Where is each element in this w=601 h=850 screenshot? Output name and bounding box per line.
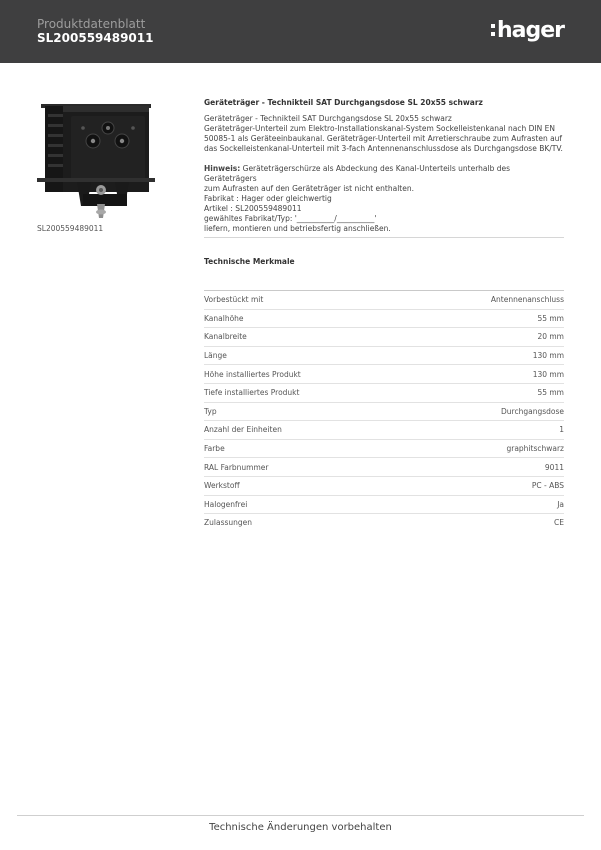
spec-label: Höhe installiertes Produkt <box>204 369 301 379</box>
spec-label: Zulassungen <box>204 518 253 528</box>
manufacturer-line: Fabrikat : Hager oder gleichwertig <box>204 194 332 203</box>
spec-row <box>204 440 564 459</box>
spec-label: Halogenfrei <box>204 499 248 509</box>
spec-label: Tiefe installiertes Produkt <box>204 388 300 398</box>
spec-row <box>204 514 564 532</box>
spec-row <box>204 384 564 403</box>
footer-note: Technische Änderungen vorbehalten <box>209 822 392 833</box>
spec-row <box>204 496 564 515</box>
footer-divider <box>17 815 584 816</box>
spec-label: Werkstoff <box>204 481 240 491</box>
description-line: 50085-1 als Geräteeinbaukanal. Geräteträger-Unterteil mit Arretierschraube zum Aufrasten auf <box>204 134 563 143</box>
spec-value: Antennenanschluss <box>490 295 564 305</box>
spec-row <box>204 328 564 347</box>
hager-logo <box>491 16 564 44</box>
chosen-type-line: gewähltes Fabrikat/Typ: '__________/__________' <box>204 214 377 223</box>
hint-label: Hinweis: <box>204 164 241 173</box>
spec-row <box>204 347 564 366</box>
spec-row <box>204 477 564 496</box>
spec-label: Länge <box>204 351 227 361</box>
spec-row <box>204 291 564 310</box>
spec-row <box>204 458 564 477</box>
spec-label: Typ <box>204 406 217 416</box>
install-line: liefern, montieren und betriebsfertig anschließen. <box>204 224 391 233</box>
spec-value: 9011 <box>544 462 564 472</box>
spec-label: Vorbestückt mit <box>204 295 264 305</box>
description-line: Geräteträger-Unterteil zum Elektro-Installationskanal-System Sockelleistenkanal nach DIN EN <box>204 124 555 133</box>
product-description <box>204 98 564 244</box>
spec-label: Kanalhöhe <box>204 313 244 323</box>
spec-value: PC - ABS <box>531 481 564 491</box>
spec-value: Ja <box>557 499 564 509</box>
spec-label: Anzahl der Einheiten <box>204 425 282 435</box>
hint-text: Geräteträgerschürze als Abdeckung des Kanal-Unterteils unterhalb des Geräteträgers <box>204 164 511 183</box>
section-title: Technische Merkmale <box>204 257 295 266</box>
spec-table <box>204 291 564 532</box>
document-id: SL200559489011 <box>37 31 154 45</box>
hint-paragraph <box>204 164 564 234</box>
spec-row <box>204 403 564 422</box>
spec-row <box>204 310 564 329</box>
hint-line: zum Aufrasten auf den Geräteträger ist nicht enthalten. <box>204 184 414 193</box>
product-title: Geräteträger - Technikteil SAT Durchgangsdose SL 20x55 schwarz <box>204 98 483 107</box>
image-caption: SL200559489011 <box>37 224 104 233</box>
spec-value: 1 <box>559 425 564 435</box>
spec-value: 130 mm <box>532 351 564 361</box>
product-image <box>37 98 155 220</box>
document-type: Produktdatenblatt <box>37 17 146 31</box>
header-bar <box>0 0 601 63</box>
divider <box>204 237 564 238</box>
spec-row <box>204 421 564 440</box>
spec-label: RAL Farbnummer <box>204 462 269 472</box>
spec-value: graphitschwarz <box>506 444 564 454</box>
spec-value: 20 mm <box>537 332 564 342</box>
logo-text: hager <box>496 17 564 43</box>
spec-value: 55 mm <box>537 313 564 323</box>
description-paragraph <box>204 114 564 154</box>
hint-line <box>204 164 564 184</box>
spec-value: 55 mm <box>537 388 564 398</box>
spec-value: CE <box>554 518 564 528</box>
article-line: Artikel : SL200559489011 <box>204 204 302 213</box>
spec-row <box>204 365 564 384</box>
spec-value: 130 mm <box>532 369 564 379</box>
spec-label: Farbe <box>204 444 225 454</box>
description-line: Geräteträger - Technikteil SAT Durchgangsdose SL 20x55 schwarz <box>204 114 452 123</box>
logo-colon-icon <box>491 24 495 36</box>
spec-label: Kanalbreite <box>204 332 247 342</box>
description-line: das Sockelleistenkanal-Unterteil mit 3-fach Antennenanschlussdose als Durchgangsdose BK/TV. <box>204 144 563 153</box>
spec-value: Durchgangsdose <box>501 406 564 416</box>
